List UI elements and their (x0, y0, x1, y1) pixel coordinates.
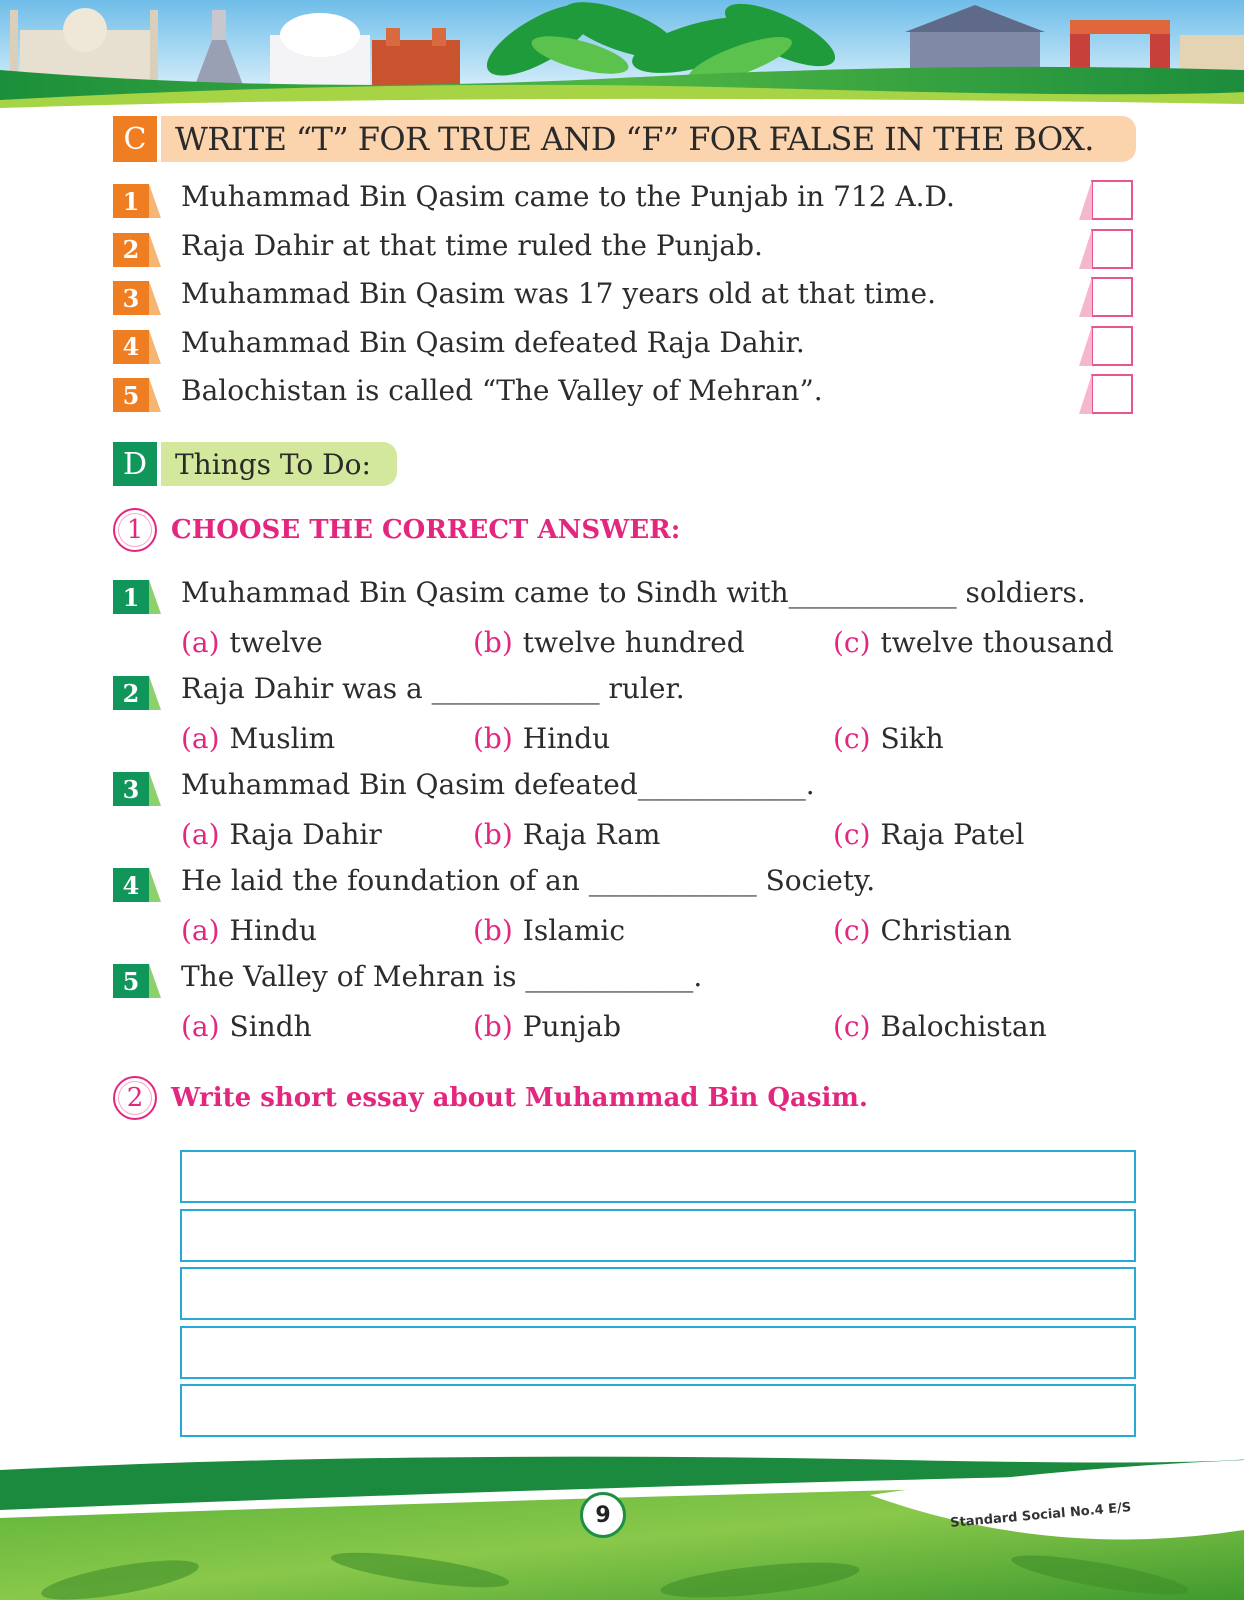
question-number-badge: 1 (113, 580, 149, 614)
option-b[interactable]: (b) Islamic (473, 914, 626, 947)
writing-line[interactable] (180, 1150, 1136, 1203)
statement-text: Balochistan is called “The Valley of Mehran”. (181, 374, 823, 407)
question-text: Muhammad Bin Qasim came to Sindh with____________ soldiers. (181, 576, 1086, 609)
option-b[interactable]: (b) twelve hundred (473, 626, 745, 659)
writing-line[interactable] (180, 1267, 1136, 1320)
statement-text: Muhammad Bin Qasim defeated Raja Dahir. (181, 325, 805, 359)
statement-text: Muhammad Bin Qasim came to the Punjab in 712 A.D. (181, 180, 955, 213)
page-number: 9 (580, 1492, 626, 1538)
section-c-title: WRITE “T” FOR TRUE AND “F” FOR FALSE IN THE BOX. (161, 116, 1136, 162)
question-number-badge: 4 (113, 868, 149, 902)
answer-box[interactable] (1091, 180, 1133, 220)
task-title: Write short essay about Muhammad Bin Qasim. (171, 1083, 868, 1113)
answer-box[interactable] (1091, 326, 1133, 366)
question-item (113, 576, 1133, 672)
list-item (113, 273, 1133, 322)
task-number-circle: 1 (113, 508, 157, 552)
question-text: He laid the foundation of an ____________ Society. (181, 864, 876, 897)
option-c[interactable]: (c) Christian (833, 914, 1012, 947)
question-text: Raja Dahir was a ____________ ruler. (181, 672, 685, 705)
option-a[interactable]: (a) Raja Dahir (181, 818, 382, 851)
series-label: Standard Social No.4 E/S (949, 1500, 1132, 1531)
item-number-badge: 5 (113, 378, 149, 412)
task-title: CHOOSE THE CORRECT ANSWER: (171, 515, 681, 545)
item-number-badge: 3 (113, 281, 149, 315)
statement-text: Raja Dahir at that time ruled the Punjab. (181, 228, 763, 262)
question-item (113, 960, 1133, 1056)
item-number-badge: 4 (113, 330, 149, 364)
option-c[interactable]: (c) Balochistan (833, 1010, 1047, 1043)
question-text: Muhammad Bin Qasim defeated____________. (181, 768, 815, 801)
option-b[interactable]: (b) Punjab (473, 1010, 621, 1043)
list-item (113, 322, 1133, 371)
writing-line[interactable] (180, 1384, 1136, 1437)
question-item (113, 864, 1133, 960)
writing-line[interactable] (180, 1326, 1136, 1379)
task-2-heading (113, 1076, 868, 1120)
section-d-letter: D (113, 442, 157, 486)
question-text: The Valley of Mehran is ____________. (181, 960, 703, 993)
question-item (113, 768, 1133, 864)
question-item (113, 672, 1133, 768)
option-b[interactable]: (b) Raja Ram (473, 818, 661, 851)
header-banner (0, 0, 1244, 112)
writing-line[interactable] (180, 1209, 1136, 1262)
option-a[interactable]: (a) twelve (181, 626, 323, 659)
question-number-badge: 3 (113, 772, 149, 806)
section-c-header (113, 116, 1136, 162)
list-item (113, 176, 1133, 225)
answer-box[interactable] (1091, 374, 1133, 414)
question-number-badge: 2 (113, 676, 149, 710)
option-b[interactable]: (b) Hindu (473, 722, 611, 755)
statement-text: Muhammad Bin Qasim was 17 years old at that time. (181, 277, 936, 310)
true-false-list (113, 176, 1133, 419)
essay-writing-area (180, 1150, 1136, 1443)
option-a[interactable]: (a) Hindu (181, 914, 317, 947)
mcq-list (113, 576, 1133, 1056)
task-number-circle: 2 (113, 1076, 157, 1120)
option-a[interactable]: (a) Muslim (181, 722, 336, 755)
answer-box[interactable] (1091, 229, 1133, 269)
option-a[interactable]: (a) Sindh (181, 1010, 312, 1043)
option-c[interactable]: (c) twelve thousand (833, 626, 1114, 659)
answer-box[interactable] (1091, 277, 1133, 317)
section-d-header (113, 442, 397, 486)
list-item (113, 370, 1133, 419)
section-c-letter: C (113, 116, 157, 162)
section-d-title: Things To Do: (161, 442, 397, 486)
list-item (113, 225, 1133, 274)
item-number-badge: 1 (113, 184, 149, 218)
question-number-badge: 5 (113, 964, 149, 998)
task-1-heading (113, 508, 680, 552)
option-c[interactable]: (c) Sikh (833, 722, 944, 755)
option-c[interactable]: (c) Raja Patel (833, 818, 1025, 851)
item-number-badge: 2 (113, 233, 149, 267)
